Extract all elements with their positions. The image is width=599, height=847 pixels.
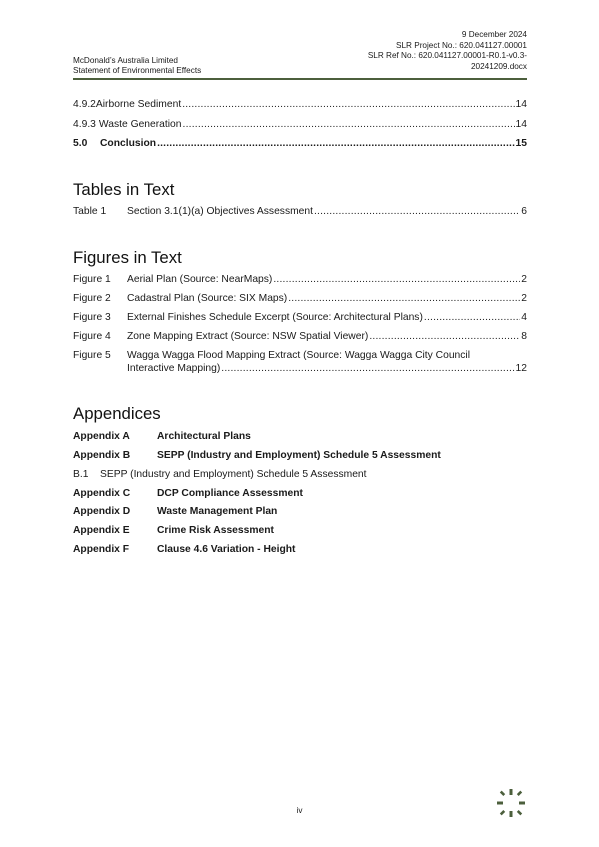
header-ref-number: SLR Ref No.: 620.041127.00001-R0.1-v0.3- <box>367 51 527 61</box>
figure-page: 8 <box>521 331 527 342</box>
appendix-label: Appendix A <box>73 431 130 442</box>
appendix-sub-label: B.1 <box>73 469 89 480</box>
page-header <box>73 30 527 77</box>
figure-page: 2 <box>521 293 527 304</box>
toc-number: 4.9.3 <box>73 119 96 130</box>
appendix-label: Appendix D <box>73 506 131 517</box>
toc-leader <box>182 98 514 111</box>
appendix-title: SEPP (Industry and Employment) Schedule 5 Assessment <box>157 450 441 461</box>
appendix-label: Appendix F <box>73 544 130 555</box>
toc-leader <box>221 362 514 375</box>
figure-label: Figure 5 <box>73 350 111 361</box>
figure-list-item[interactable] <box>73 330 527 343</box>
toc-title: Conclusion <box>100 138 157 149</box>
toc-leader <box>369 330 520 343</box>
figure-list-item[interactable] <box>73 311 527 324</box>
toc-entry[interactable] <box>73 118 527 131</box>
page-number: iv <box>296 806 303 815</box>
figure-title: Cadastral Plan (Source: SIX Maps) <box>127 293 288 304</box>
header-project-number: SLR Project No.: 620.041127.00001 <box>396 40 527 50</box>
figure-label: Figure 3 <box>73 312 111 323</box>
figures-heading: Figures in Text <box>73 248 182 267</box>
header-right <box>368 30 527 72</box>
figure-title: Zone Mapping Extract (Source: NSW Spatial Viewer) <box>127 331 369 342</box>
appendix-subitem[interactable] <box>73 468 367 481</box>
appendix-sub-title: SEPP (Industry and Employment) Schedule 5 Assessment <box>100 469 367 480</box>
toc-number: 4.9.2 <box>73 99 96 110</box>
figure-list-item[interactable] <box>73 273 527 286</box>
toc-leader <box>288 292 520 305</box>
toc-leader <box>424 311 520 324</box>
appendix-item[interactable] <box>73 524 274 537</box>
figure-page: 2 <box>521 274 527 285</box>
header-ref-number-cont: 20241209.docx <box>471 61 527 71</box>
header-left <box>73 56 201 77</box>
toc-title: Airborne Sediment <box>95 99 182 110</box>
toc-leader <box>157 137 514 150</box>
toc-entry[interactable] <box>73 98 527 111</box>
figure-label: Figure 4 <box>73 331 111 342</box>
toc-page: 14 <box>515 99 527 110</box>
figure-title: Wagga Wagga Flood Mapping Extract (Source: Wagga Wagga City Council <box>127 350 471 361</box>
figure-page: 12 <box>515 363 527 374</box>
appendix-label: Appendix C <box>73 488 131 499</box>
appendix-title: Architectural Plans <box>157 431 251 442</box>
toc-page: 15 <box>515 138 527 149</box>
figure-page: 4 <box>521 312 527 323</box>
appendix-title: Waste Management Plan <box>157 506 278 517</box>
header-company: McDonald’s Australia Limited <box>73 55 178 65</box>
figure-title: Aerial Plan (Source: NearMaps) <box>127 274 273 285</box>
appendices-heading: Appendices <box>73 404 161 423</box>
table-title: Section 3.1(1)(a) Objectives Assessment <box>127 206 313 217</box>
toc-entry[interactable] <box>73 137 527 150</box>
toc-leader <box>314 205 520 218</box>
toc-title: Waste Generation <box>98 119 182 130</box>
appendix-label: Appendix B <box>73 450 131 461</box>
toc-number: 5.0 <box>73 138 88 149</box>
table-page: 6 <box>521 206 527 217</box>
tables-heading: Tables in Text <box>73 180 175 199</box>
header-divider <box>73 78 527 80</box>
figure-list-item[interactable] <box>73 349 527 375</box>
appendix-title: Crime Risk Assessment <box>157 525 274 536</box>
appendix-item[interactable] <box>73 487 303 500</box>
appendix-item[interactable] <box>73 430 251 443</box>
header-document-title: Statement of Environmental Effects <box>73 66 202 76</box>
slr-logo-icon <box>496 788 526 818</box>
toc-leader <box>183 118 515 131</box>
appendix-item[interactable] <box>73 543 295 556</box>
figure-label: Figure 2 <box>73 293 111 304</box>
header-date: 9 December 2024 <box>461 30 527 39</box>
appendix-label: Appendix E <box>73 525 130 536</box>
figure-title-continued: Interactive Mapping) <box>127 363 221 374</box>
toc-leader <box>273 273 520 286</box>
figure-list-item[interactable] <box>73 292 527 305</box>
appendix-item[interactable] <box>73 449 441 462</box>
appendix-title: Clause 4.6 Variation - Height <box>157 544 296 555</box>
appendix-title: DCP Compliance Assessment <box>157 488 303 499</box>
table-label: Table 1 <box>73 206 107 217</box>
figure-title: External Finishes Schedule Excerpt (Source: Architectural Plans) <box>127 312 423 323</box>
appendix-item[interactable] <box>73 505 277 518</box>
figure-label: Figure 1 <box>73 274 111 285</box>
toc-page: 14 <box>515 119 527 130</box>
table-list-item[interactable] <box>73 205 527 218</box>
